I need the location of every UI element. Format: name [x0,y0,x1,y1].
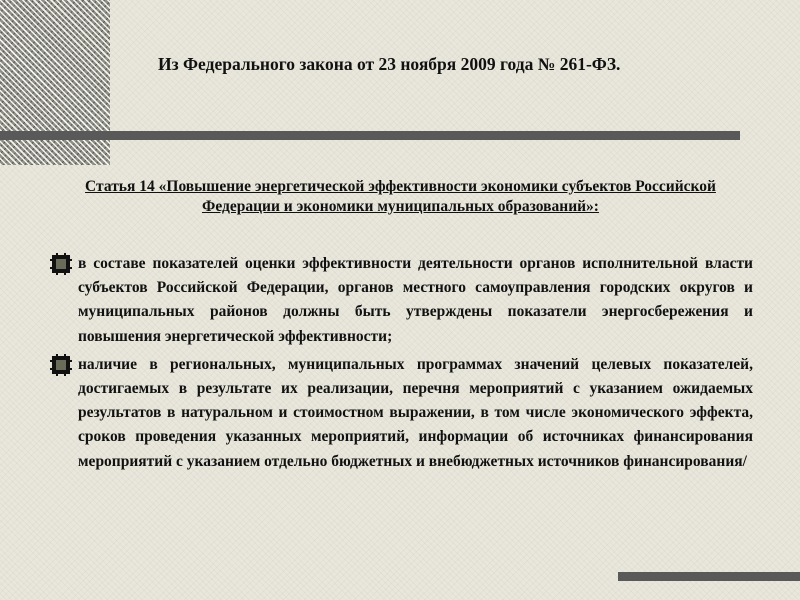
square-bullet-icon [50,354,72,376]
bottom-divider [618,572,800,581]
list-item [48,252,753,349]
bullet-text: в составе показателей оценки эффективности деятельности органов исполнительной власти субъектов Российской Федерации, органов местного самоуправления городских округов и муниципальных районов должны быть утверждены показатели энергосбережения и повышения энергетической эффективности; [78,255,753,345]
square-bullet-icon [50,253,72,275]
list-item [48,353,753,474]
bullet-list [48,252,753,478]
article-heading: Статья 14 «Повышение энергетической эффективности экономики субъектов Российской Федерации и экономики муниципальных образований»: [85,178,716,215]
corner-hatch-decoration [0,0,110,165]
bullet-text: наличие в региональных, муниципальных программах значений целевых показателей, достигаемых в результате их реализации, перечня мероприятий с указанием ожидаемых результатов в натуральном и стоимостном выражении, в том числе экономического эффекта, сроков проведения указанных мероприятий, информации об источниках финансирования мероприятий с указанием отдельно бюджетных и внебюджетных источников финансирования/ [78,355,753,470]
top-divider [0,131,740,140]
page-title: Из Федерального закона от 23 ноября 2009 года № 261-ФЗ. [158,54,621,74]
